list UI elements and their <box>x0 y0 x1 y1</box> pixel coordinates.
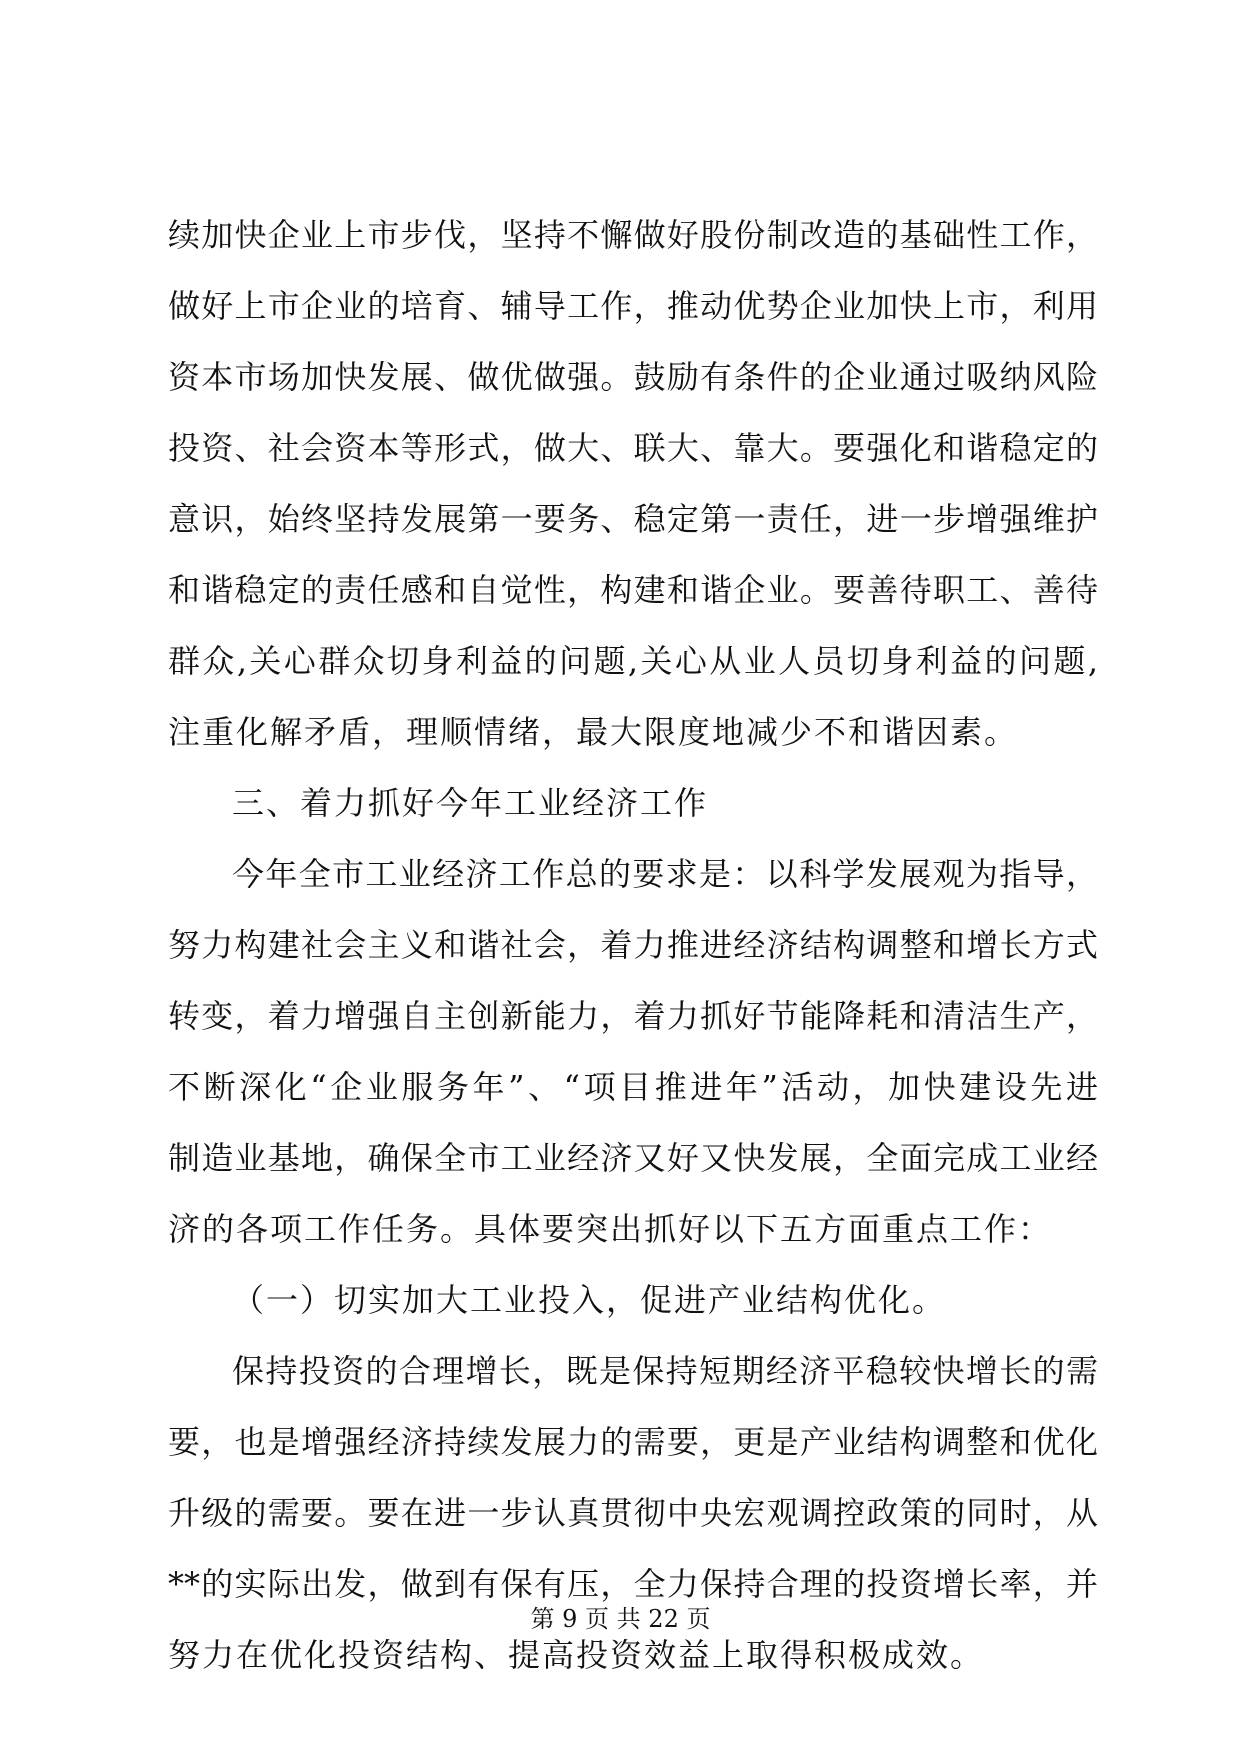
paragraph-line: 资本市场加快发展、做优做强。鼓励有条件的企业通过吸纳风险 <box>168 358 1098 396</box>
paragraph-line: 保持投资的合理增长，既是保持短期经济平稳较快增长的需 <box>232 1352 1098 1390</box>
paragraph-line: 升级的需要。要在进一步认真贯彻中央宏观调控政策的同时，从 <box>168 1494 1098 1532</box>
paragraph-line: 和谐稳定的责任感和自觉性，构建和谐企业。要善待职工、善待 <box>168 571 1098 609</box>
paragraph-line: 不断深化“企业服务年”、“项目推进年”活动，加快建设先进 <box>168 1068 1098 1106</box>
page-number-footer: 第 9 页 共 22 页 <box>530 1605 711 1633</box>
paragraph-line: 济的各项工作任务。具体要突出抓好以下五方面重点工作： <box>168 1210 1053 1248</box>
paragraph-line: 要，也是增强经济持续发展力的需要，更是产业结构调整和优化 <box>168 1423 1098 1461</box>
paragraph-line: 做好上市企业的培育、辅导工作，推动优势企业加快上市，利用 <box>168 287 1098 325</box>
paragraph-line: 制造业基地，确保全市工业经济又好又快发展，全面完成工业经 <box>168 1139 1098 1177</box>
subsection-heading: （一）切实加大工业投入，促进产业结构优化。 <box>232 1281 947 1319</box>
paragraph-line: 今年全市工业经济工作总的要求是：以科学发展观为指导， <box>232 855 1098 893</box>
paragraph-line: 转变，着力增强自主创新能力，着力抓好节能降耗和清洁生产， <box>168 997 1098 1035</box>
paragraph-line: 续加快企业上市步伐，坚持不懈做好股份制改造的基础性工作， <box>168 216 1098 254</box>
paragraph-line: 努力构建社会主义和谐社会，着力推进经济结构调整和增长方式 <box>168 926 1098 964</box>
body-text <box>168 200 1098 1691</box>
paragraph-line: 意识，始终坚持发展第一要务、稳定第一责任，进一步增强维护 <box>168 500 1098 538</box>
section-heading: 三、着力抓好今年工业经济工作 <box>232 784 709 822</box>
paragraph-line: 努力在优化投资结构、提高投资效益上取得积极成效。 <box>168 1636 985 1674</box>
paragraph-line: 注重化解矛盾，理顺情绪，最大限度地减少不和谐因素。 <box>168 713 1019 751</box>
paragraph-line: **的实际出发，做到有保有压，全力保持合理的投资增长率，并 <box>168 1565 1098 1603</box>
paragraph-line: 投资、社会资本等形式，做大、联大、靠大。要强化和谐稳定的 <box>168 429 1098 467</box>
paragraph-line: 群众,关心群众切身利益的问题,关心从业人员切身利益的问题, <box>168 642 1098 680</box>
